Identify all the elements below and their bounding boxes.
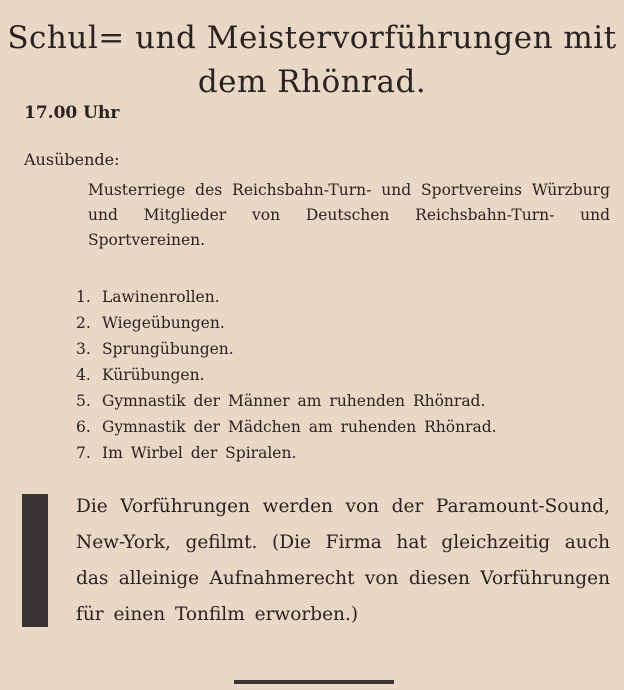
note-marker-bar [22, 494, 48, 627]
program-item [76, 310, 596, 336]
program-item [76, 388, 596, 414]
item-text: Kürübungen. [102, 366, 205, 384]
item-number: 1. [76, 288, 91, 306]
item-number: 3. [76, 340, 91, 358]
item-text: Wiegeübungen. [102, 314, 225, 332]
item-number: 7. [76, 444, 91, 462]
page-title: Schul= und Meistervorführungen mit [7, 20, 617, 56]
event-time: 17.00 Uhr [24, 103, 120, 123]
item-text: Lawinenrollen. [102, 288, 220, 306]
page-title-continued: dem Rhönrad. [197, 64, 427, 100]
section-divider [234, 680, 394, 684]
item-number: 5. [76, 392, 91, 410]
performers-description: Musterriege des Reichsbahn-Turn- und Sportvereins Würzburg und Mitglieder von Deutschen Reichsbahn-Turn- und Sportvereinen. [88, 181, 610, 249]
filming-note: Die Vorführungen werden von der Paramount-Sound, New-York, gefilmt. (Die Firma hat gleichzeitig auch das alleinige Aufnahmerecht von diesen Vorführungen für einen Tonfilm erworben.) [76, 496, 610, 625]
item-text: Im Wirbel der Spiralen. [102, 444, 297, 462]
program-item [76, 336, 596, 362]
program-item [76, 414, 596, 440]
program-item [76, 362, 596, 388]
item-number: 4. [76, 366, 91, 384]
program-item [76, 284, 596, 310]
program-item [76, 440, 596, 466]
item-text: Gymnastik der Mädchen am ruhenden Rhönrad. [102, 418, 497, 436]
program-list [76, 284, 596, 466]
performers-label: Ausübende: [24, 150, 120, 169]
item-text: Sprungübungen. [102, 340, 234, 358]
item-number: 6. [76, 418, 91, 436]
item-number: 2. [76, 314, 91, 332]
item-text: Gymnastik der Männer am ruhenden Rhönrad. [102, 392, 486, 410]
